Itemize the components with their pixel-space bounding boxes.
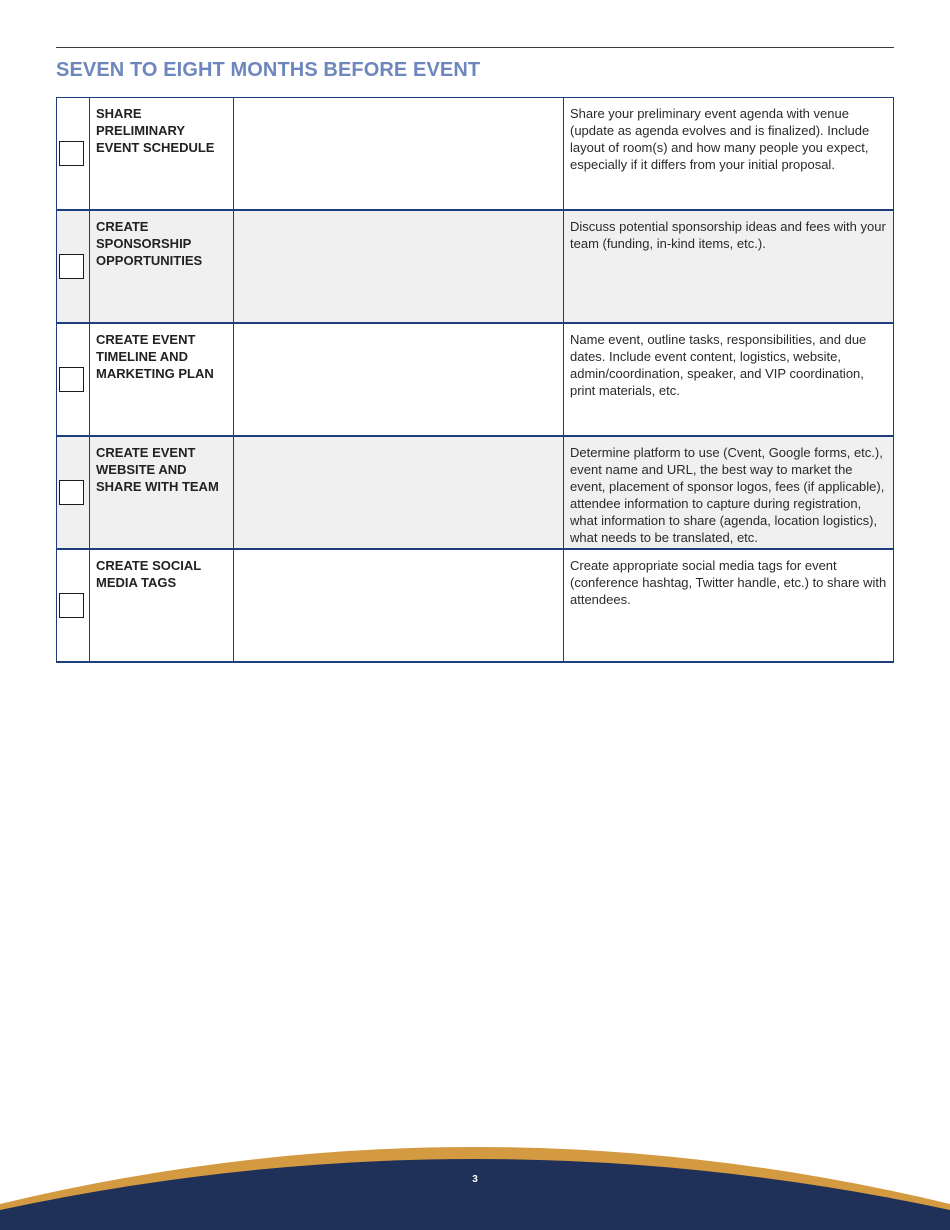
notes-cell[interactable] xyxy=(234,98,564,211)
checklist-table xyxy=(56,97,894,663)
page-number: 3 xyxy=(472,1174,478,1185)
footer-navy-band xyxy=(0,1159,950,1230)
task-label: CREATE SOCIAL MEDIA TAGS xyxy=(96,558,201,590)
task-description: Name event, outline tasks, responsibilities, and due dates. Include event content, logistics, website, admin/coordination, speaker, and VIP coordination, print materials, etc. xyxy=(570,332,867,398)
task-label: CREATE EVENT WEBSITE AND SHARE WITH TEAM xyxy=(96,445,219,494)
task-checkbox[interactable] xyxy=(59,593,84,618)
checklist-row xyxy=(57,210,894,323)
task-checkbox[interactable] xyxy=(59,254,84,279)
task-description: Determine platform to use (Cvent, Google forms, etc.), event name and URL, the best way to market the event, placement of sponsor logos, fees (if applicable), attendee information to capture during registration, what information to share (agenda, location logistics), what needs to be translated, etc. xyxy=(570,445,885,545)
task-description: Share your preliminary event agenda with venue (update as agenda evolves and is finalized). Include layout of room(s) and how many people you expect, especially if it differs from your initial proposal. xyxy=(570,106,870,172)
task-label: SHARE PRELIMINARY EVENT SCHEDULE xyxy=(96,106,215,155)
notes-cell[interactable] xyxy=(234,549,564,662)
notes-cell[interactable] xyxy=(234,323,564,436)
task-label: CREATE EVENT TIMELINE AND MARKETING PLAN xyxy=(96,332,214,381)
task-checkbox[interactable] xyxy=(59,367,84,392)
task-checkbox[interactable] xyxy=(59,141,84,166)
checklist-row xyxy=(57,549,894,662)
task-label: CREATE SPONSORSHIP OPPORTUNITIES xyxy=(96,219,203,268)
checklist-row xyxy=(57,323,894,436)
top-divider xyxy=(56,47,894,48)
checklist-row xyxy=(57,98,894,211)
section-title: SEVEN TO EIGHT MONTHS BEFORE EVENT xyxy=(56,59,481,81)
task-checkbox[interactable] xyxy=(59,480,84,505)
notes-cell[interactable] xyxy=(234,436,564,549)
task-description: Create appropriate social media tags for event (conference hashtag, Twitter handle, etc.) to share with attendees. xyxy=(570,558,887,607)
checklist-row xyxy=(57,436,894,549)
task-description: Discuss potential sponsorship ideas and fees with your team (funding, in-kind items, etc.). xyxy=(570,219,886,251)
notes-cell[interactable] xyxy=(234,210,564,323)
